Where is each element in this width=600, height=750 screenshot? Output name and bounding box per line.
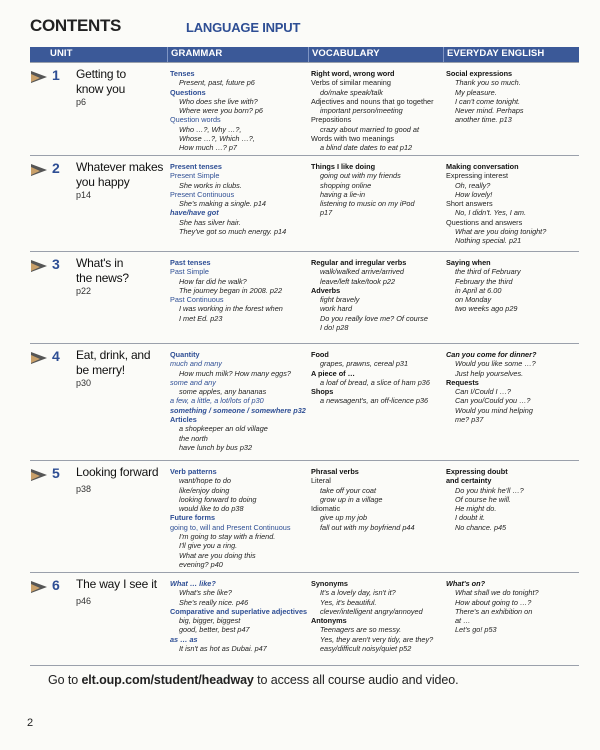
grammar-column — [170, 162, 305, 236]
example-line: Who does she live with? — [179, 96, 258, 106]
section-label: Expressing doubt — [446, 467, 508, 476]
column-divider — [443, 47, 444, 62]
everyday-english-column — [446, 579, 579, 635]
section-label: Present Continuous — [170, 189, 235, 199]
column-divider — [308, 47, 309, 62]
arrow-marker-icon — [31, 260, 47, 272]
example-line: They've got so much energy. p14 — [179, 227, 287, 237]
grammar-column — [170, 258, 305, 323]
everyday-english-column — [446, 258, 579, 314]
section-label: Saying when — [446, 258, 491, 267]
divider — [30, 155, 579, 156]
example-line: No chance. p45 — [455, 522, 507, 532]
section-label: Short answers — [446, 199, 493, 209]
divider — [30, 572, 579, 573]
example-line: fall out with my boyfriend p44 — [320, 522, 415, 532]
section-label: Questions and answers — [446, 217, 523, 227]
section-label: Articles — [170, 415, 197, 425]
example-line: Of course he will. — [455, 494, 511, 504]
example-line: would like to do p38 — [179, 504, 244, 514]
unit-title-line: Looking forward — [76, 465, 159, 479]
vocabulary-column — [311, 350, 446, 406]
section-label: Social expressions — [446, 69, 513, 78]
unit-title-line: Eat, drink, and — [76, 348, 151, 362]
example-line: She has silver hair. — [179, 217, 241, 227]
section-label: Present tenses — [170, 162, 222, 171]
example-line: fight bravely — [320, 295, 360, 305]
example-line: Can you/Could you …? — [455, 396, 531, 406]
example-line: Do you think he'll …? — [455, 485, 524, 495]
example-line: the north — [179, 433, 208, 443]
section-label: Idiomatic — [311, 504, 341, 514]
unit-title[interactable] — [76, 67, 172, 97]
section-label: Things I like doing — [311, 162, 376, 171]
section-label: Verb patterns — [170, 467, 217, 476]
section-label: Shops — [311, 387, 334, 397]
example-line: She's really nice. p46 — [179, 597, 249, 607]
unit-number: 3 — [52, 256, 60, 272]
arrow-marker-icon — [31, 352, 47, 364]
section-label: Making conversation — [446, 162, 519, 171]
column-header-bar — [30, 47, 579, 62]
language-input-heading: LANGUAGE INPUT — [186, 20, 301, 35]
example-line: What's she like? — [179, 588, 232, 598]
column-header-everyday-english: EVERYDAY ENGLISH — [447, 48, 545, 59]
example-line: looking forward to doing — [179, 494, 257, 504]
column-divider — [167, 47, 168, 62]
unit-number: 5 — [52, 465, 60, 481]
section-label: some and any — [170, 377, 216, 387]
section-label: and certainty — [446, 476, 492, 486]
example-line: another time. p13 — [455, 115, 512, 125]
example-line: Nothing special. p21 — [455, 236, 522, 246]
arrow-marker-icon — [31, 469, 47, 481]
example-line: leave/left take/took p22 — [320, 276, 396, 286]
example-line: How far did he walk? — [179, 276, 247, 286]
example-line: two weeks ago p29 — [455, 304, 518, 314]
section-label: Food — [311, 350, 329, 359]
unit-page-ref: p22 — [76, 286, 92, 296]
section-label: Comparative and superlative adjectives — [170, 606, 308, 616]
column-header-vocabulary: VOCABULARY — [312, 48, 380, 59]
example-line: February the third — [455, 276, 513, 286]
section-label: Can you come for dinner? — [446, 350, 537, 359]
example-line: Can I/Could I …? — [455, 387, 511, 397]
page-header — [30, 16, 582, 42]
example-line: My pleasure. — [455, 87, 497, 97]
page-number: 2 — [27, 717, 34, 729]
example-line: Teenagers are so messy. — [320, 625, 402, 635]
section-label: Synonyms — [311, 579, 348, 588]
example-line: a loaf of bread, a slice of ham p36 — [320, 377, 430, 387]
grammar-column — [170, 69, 305, 153]
section-label: What … like? — [170, 579, 216, 588]
example-line: The journey began in 2008. p22 — [179, 285, 283, 295]
example-line: p17 — [320, 208, 333, 218]
section-label: Adjectives and nouns that go together — [311, 96, 434, 106]
section-label: Verbs of similar meaning — [311, 78, 391, 88]
example-line: a shopkeeper an old village — [179, 424, 268, 434]
divider — [30, 251, 579, 252]
everyday-english-column — [446, 162, 579, 246]
example-line: important person/meeting — [320, 106, 403, 116]
unit-number: 2 — [52, 160, 60, 176]
example-line: No, I didn't. Yes, I am. — [455, 208, 527, 218]
example-line: some apples, any bananas — [179, 387, 267, 397]
example-line: crazy about married to good at — [320, 124, 419, 134]
example-line: What are you doing tonight? — [455, 227, 547, 237]
example-line: He might do. — [455, 504, 497, 514]
example-line: How lovely! — [455, 189, 493, 199]
example-line: There's an exhibition on — [455, 606, 533, 616]
section-label: Present Simple — [170, 171, 220, 181]
section-label: A piece of … — [311, 368, 355, 378]
section-label: a few, a little, a lot/lots of p30 — [170, 396, 264, 406]
grammar-column — [170, 350, 305, 452]
example-line: want/hope to do — [179, 476, 231, 486]
divider — [30, 460, 579, 461]
example-line: grapes, prawns, cereal p31 — [320, 359, 409, 369]
example-line: How about going to …? — [455, 597, 532, 607]
vocabulary-column — [311, 467, 446, 532]
unit-title-line: know you — [76, 82, 126, 96]
grammar-column — [170, 579, 308, 654]
example-line: Where were you born? p6 — [179, 106, 263, 116]
example-line: How much milk? How many eggs? — [179, 368, 291, 378]
section-label: Expressing interest — [446, 171, 509, 181]
unit-title[interactable] — [76, 348, 172, 378]
course-link[interactable]: elt.oup.com/student/headway — [81, 673, 254, 687]
example-line: the third of February — [455, 267, 521, 277]
example-line: having a lie-in — [320, 189, 366, 199]
section-label: going to, will and Present Continuous — [170, 522, 291, 532]
arrow-marker-icon — [31, 71, 47, 83]
vocabulary-column — [311, 579, 446, 653]
example-line: It isn't as hot as Dubai. p47 — [179, 644, 267, 654]
example-line: I'll give you a ring. — [179, 541, 238, 551]
example-line: Do you really love me? Of course — [320, 313, 428, 323]
unit-page-ref: p6 — [76, 97, 87, 107]
section-label: Past tenses — [170, 258, 211, 267]
example-line: What shall we do tonight? — [455, 588, 539, 598]
vocabulary-column — [311, 258, 446, 332]
unit-number: 6 — [52, 577, 60, 593]
example-line: walk/walked arrive/arrived — [320, 267, 404, 277]
example-line: shopping online — [320, 180, 372, 190]
example-line: I met Ed. p23 — [179, 313, 223, 323]
example-line: Would you like some …? — [455, 359, 536, 369]
unit-title-line: the news? — [76, 271, 129, 285]
example-line: going out with my friends — [320, 171, 401, 181]
unit-number: 4 — [52, 348, 60, 364]
contents-title: CONTENTS — [30, 16, 122, 35]
example-line: Thank you so much. — [455, 78, 521, 88]
example-line: Just help yourselves. — [455, 368, 524, 378]
example-line: give up my job — [320, 513, 368, 523]
section-label: something / someone / somewhere p32 — [170, 405, 306, 415]
everyday-english-column — [446, 350, 579, 424]
example-line: I doubt it. — [455, 513, 486, 523]
section-label: Question words — [170, 115, 221, 125]
section-label: Tenses — [170, 69, 195, 78]
section-label: Past Continuous — [170, 295, 224, 305]
section-label: have/have got — [170, 208, 219, 218]
example-line: in April at 6.00 — [455, 285, 502, 295]
unit-page-ref: p30 — [76, 378, 92, 388]
footer-text: to access all course audio and video. — [253, 673, 459, 687]
example-line: have lunch by bus p32 — [179, 442, 253, 452]
example-line: clever/intelligent angry/annoyed — [320, 606, 423, 616]
unit-title-line: The way I see it — [76, 577, 157, 591]
example-line: grow up in a village — [320, 494, 383, 504]
section-label: Words with two meanings — [311, 134, 395, 144]
example-line: a blind date dates to eat p12 — [320, 143, 413, 153]
section-label: What's on? — [446, 579, 486, 588]
divider — [30, 62, 579, 63]
section-label: Right word, wrong word — [311, 69, 395, 78]
example-line: It's a lovely day, isn't it? — [320, 588, 396, 598]
example-line: Yes, it's beautiful. — [320, 597, 377, 607]
example-line: Present, past, future p6 — [179, 78, 255, 88]
column-header-unit: UNIT — [50, 48, 73, 59]
unit-title[interactable] — [76, 577, 172, 592]
example-line: Oh, really? — [455, 180, 491, 190]
section-label: as … as — [170, 634, 198, 644]
section-label: Literal — [311, 476, 331, 486]
section-label: Quantity — [170, 350, 200, 359]
example-line: She's making a single. p14 — [179, 199, 266, 209]
example-line: work hard — [320, 304, 353, 314]
example-line: a newsagent's, an off-licence p36 — [320, 396, 429, 406]
vocabulary-column — [311, 162, 446, 218]
column-header-grammar: GRAMMAR — [171, 48, 223, 59]
example-line: do/make speak/talk — [320, 87, 383, 97]
section-label: Adverbs — [311, 285, 341, 295]
arrow-marker-icon — [31, 164, 47, 176]
unit-title[interactable] — [76, 160, 172, 190]
section-label: Phrasal verbs — [311, 467, 359, 476]
section-label: Antonyms — [311, 616, 347, 626]
divider — [30, 665, 579, 666]
example-line: on Monday — [455, 295, 492, 305]
footer-note — [48, 673, 458, 687]
unit-title-line: be merry! — [76, 363, 125, 377]
example-line: evening? p40 — [179, 559, 223, 569]
example-line: listening to music on my iPod — [320, 199, 415, 209]
example-line: I do! p28 — [320, 323, 349, 333]
example-line: I'm going to stay with a friend. — [179, 532, 276, 542]
unit-title-line: What's in — [76, 256, 124, 270]
unit-number: 1 — [52, 67, 60, 83]
example-line: She works in clubs. — [179, 180, 242, 190]
example-line: I can't come tonight. — [455, 96, 521, 106]
unit-title[interactable] — [76, 256, 172, 286]
example-line: Never mind. Perhaps — [455, 106, 524, 116]
example-line: Let's go! p53 — [455, 625, 497, 635]
vocabulary-column — [311, 69, 446, 153]
unit-title-line: Whatever makes — [76, 160, 164, 174]
unit-page-ref: p46 — [76, 596, 92, 606]
section-label: Questions — [170, 87, 206, 97]
example-line: What are you doing this — [179, 550, 256, 560]
footer-text: Go to — [48, 673, 82, 687]
unit-title[interactable] — [76, 465, 172, 480]
everyday-english-column — [446, 467, 579, 532]
example-line: take off your coat — [320, 485, 376, 495]
section-label: Requests — [446, 377, 479, 387]
example-line: I was working in the forest when — [179, 304, 283, 314]
example-line: Yes, they aren't very tidy, are they? — [320, 634, 434, 644]
unit-page-ref: p14 — [76, 190, 92, 200]
everyday-english-column — [446, 69, 579, 125]
example-line: How much …? p7 — [179, 143, 237, 153]
section-label: Past Simple — [170, 267, 209, 277]
example-line: good, better, best p47 — [179, 625, 250, 635]
section-label: Prepositions — [311, 115, 352, 125]
example-line: Would you mind helping — [455, 405, 533, 415]
divider — [30, 343, 579, 344]
example-line: big, bigger, biggest — [179, 616, 241, 626]
unit-title-line: you happy — [76, 175, 130, 189]
section-label: much and many — [170, 359, 222, 369]
example-line: Whose …?, Which …?, — [179, 134, 255, 144]
arrow-marker-icon — [31, 581, 47, 593]
grammar-column — [170, 467, 305, 569]
section-label: Regular and irregular verbs — [311, 258, 407, 267]
unit-page-ref: p38 — [76, 484, 92, 494]
example-line: like/enjoy doing — [179, 485, 230, 495]
example-line: me? p37 — [455, 415, 484, 425]
section-label: Future forms — [170, 513, 215, 523]
example-line: easy/difficult noisy/quiet p52 — [320, 644, 412, 654]
unit-title-line: Getting to — [76, 67, 127, 81]
example-line: at … — [455, 616, 471, 626]
example-line: Who …?, Why …?, — [179, 124, 242, 134]
